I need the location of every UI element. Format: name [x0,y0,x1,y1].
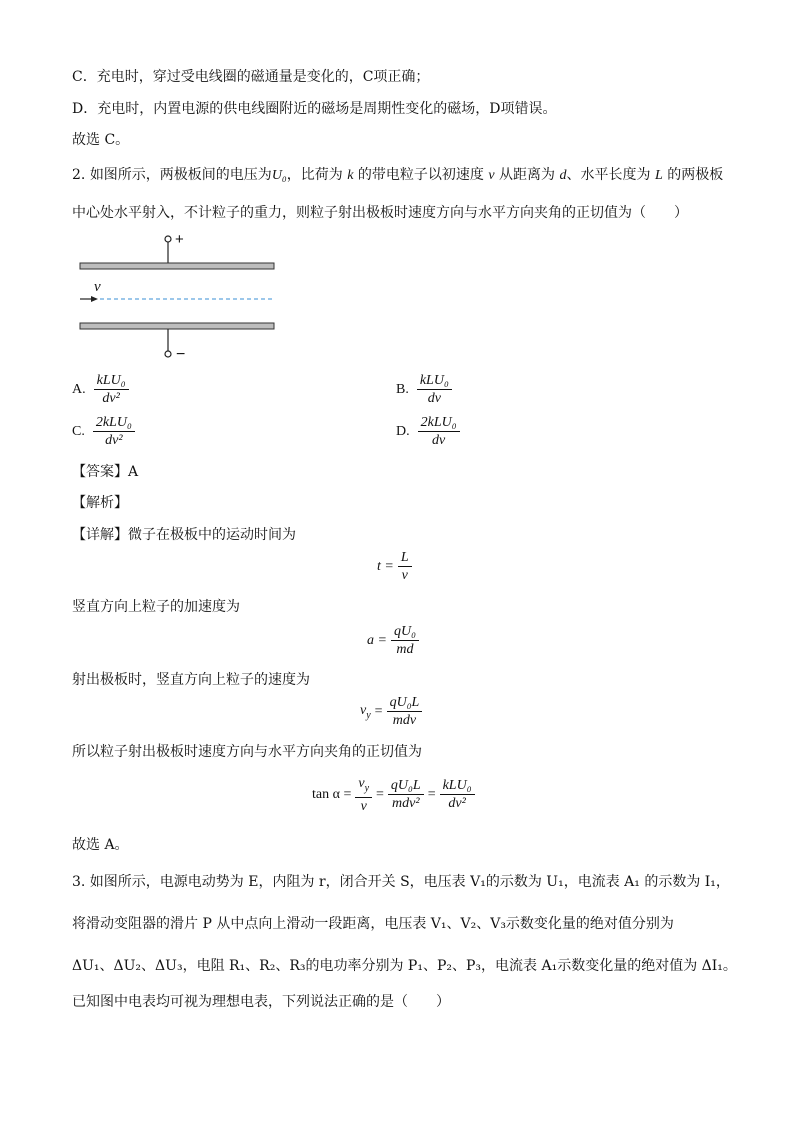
q2-text-part: 、水平长度为 [566,167,651,183]
fraction-denominator: dv [432,433,446,448]
fraction-numerator: 2kLU₀ [418,414,460,432]
question-2-line-2: 中心处水平射入，不计粒子的重力，则粒子射出极板时速度方向与水平方向夹角的正切值为（ ） [72,205,688,221]
option-d[interactable] [396,414,460,449]
equation-lhs: v [360,702,367,718]
equation-fraction [440,777,475,812]
analysis-label: 【解析】 [72,495,128,511]
capacitor-figure [72,228,292,363]
fraction-numerator: qU₀L [387,694,423,712]
var-u0: U₀ [271,168,287,183]
equation-fraction [355,775,372,815]
option-c[interactable] [72,414,135,449]
question-number: 2. [72,167,86,183]
option-b[interactable] [396,372,452,407]
equation-lhs-subscript: y [366,709,371,721]
q2-text-part: 的两极板 [667,167,724,183]
var-l: L [654,168,663,183]
plus-sign: + [175,231,184,248]
var-k: k [347,168,354,183]
option-fraction [94,372,129,407]
fraction-denominator: v [360,798,367,814]
equation-fraction [391,623,419,658]
option-label: C. [72,423,85,439]
answer-choose-a: 故选 A。 [72,837,129,853]
question-3-line-3: ΔU₁、ΔU₂、ΔU₃，电阻 R₁、R₂、R₃的电功率分别为 P₁、P₂、P₃，电流表 A₁示数变化量的绝对值为 ΔI₁。 [72,958,737,974]
equation-fraction [398,549,412,584]
answer-choose-c: 故选 C。 [72,132,130,148]
bottom-terminal [165,351,171,357]
fraction-denominator: dv [427,391,441,406]
equation-lhs: t = [377,558,394,574]
velocity-text: 射出极板时，竖直方向上粒子的速度为 [72,672,310,688]
fraction-numerator: kLU₀ [417,372,452,390]
option-fraction [93,414,135,449]
detail-text: 【详解】微子在极板中的运动时间为 [72,527,296,543]
equation-acceleration [367,623,419,658]
numerator-v: v [358,776,365,791]
option-fraction [417,372,452,407]
var-d: d [559,168,567,183]
top-plate [80,263,274,269]
question-3-line-1: 3. 如图所示，电源电动势为 E，内阻为 r，闭合开关 S，电压表 V₁的示数为 U₁，电流表 A₁ 的示数为 I₁， [72,874,730,890]
top-terminal [165,236,171,242]
fraction-denominator: dv² [102,391,120,406]
q2-text-part: 如图所示，两极板间的电压为 [89,167,272,183]
fraction-numerator: qU₀L [388,777,424,795]
option-label: A. [72,381,86,397]
equation-tangent [312,775,475,815]
fraction-numerator: qU₀ [391,623,419,641]
q2-text-part: ，比荷为 [286,167,343,183]
equation-time [377,549,412,584]
equation-vertical-velocity [360,694,422,729]
equals-sign: = [427,786,436,802]
fraction-numerator: L [398,549,412,567]
fraction-denominator: dv² [448,796,466,812]
equation-fraction [387,694,423,729]
option-a[interactable] [72,372,129,407]
question-2-line-1 [72,165,723,186]
option-c-explanation: C．充电时，穿过受电线圈的磁通量是变化的，C项正确； [72,69,430,85]
acceleration-text: 竖直方向上粒子的加速度为 [72,599,240,615]
fraction-denominator: mdv² [392,796,420,812]
var-v: v [488,168,495,183]
equation-fraction [388,777,424,812]
tangent-text: 所以粒子射出极板时速度方向与水平方向夹角的正切值为 [72,744,422,760]
fraction-numerator: kLU₀ [440,777,475,795]
minus-sign: − [176,346,186,363]
fraction-numerator: 2kLU₀ [93,414,135,432]
option-d-explanation: D．充电时，内置电源的供电线圈附近的磁场是周期性变化的磁场，D项错误。 [72,101,557,117]
q2-text-part: 从距离为 [499,167,556,183]
arrow-head-icon [91,296,98,302]
fraction-numerator: kLU₀ [94,372,129,390]
q2-text-part: 的带电粒子以初速度 [357,167,484,183]
fraction-denominator: mdv [392,713,417,728]
fraction-denominator: v [401,568,408,583]
equation-lhs: tan α = [312,786,352,802]
fraction-numerator [355,775,372,798]
equation-lhs: a = [367,632,387,648]
fraction-denominator: dv² [105,433,123,448]
answer-label: 【答案】A [72,464,139,480]
velocity-label: v [94,279,101,295]
equals-sign: = [374,703,383,719]
bottom-plate [80,323,274,329]
option-fraction [418,414,460,449]
fraction-denominator: md [396,642,414,657]
numerator-subscript: y [364,782,370,794]
option-label: B. [396,381,409,397]
question-3-line-2: 将滑动变阻器的滑片 P 从中点向上滑动一段距离，电压表 V₁、V₂、V₃示数变化量的绝对值分别为 [72,916,674,932]
option-label: D. [396,423,410,439]
equals-sign: = [376,786,384,802]
question-3-line-4: 已知图中电表均可视为理想电表，下列说法正确的是（ ） [72,994,450,1010]
